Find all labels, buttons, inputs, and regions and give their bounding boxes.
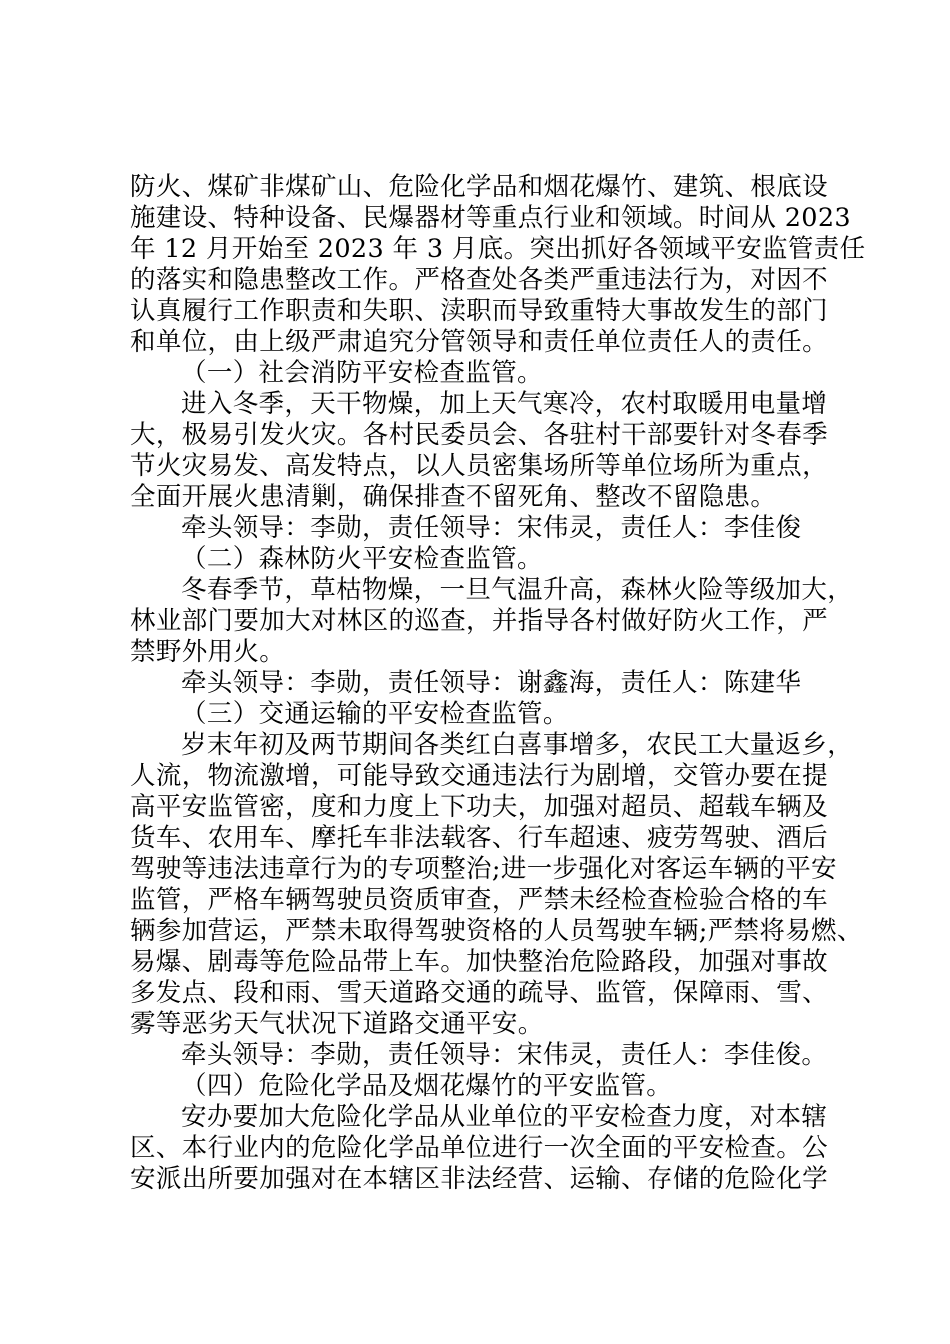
text-line: 年 12 月开始至 2023 年 3 月底。突出抓好各领域平安监管责任 — [130, 234, 866, 264]
text-line: 进入冬季，天干物燥，加上天气寒冷，农村取暖用电量增 — [181, 389, 828, 419]
text-line: 易爆、剧毒等危险品带上车。加快整治危险路段，加强对事故 — [130, 947, 828, 977]
text-line: 全面开展火患清剿，确保排查不留死角、整改不留隐患。 — [130, 482, 777, 512]
text-line: 人流，物流激增，可能导致交通违法行为剧增，交管办要在提 — [130, 761, 828, 791]
text-line: 和单位，由上级严肃追究分管领导和责任单位责任人的责任。 — [130, 327, 828, 357]
text-line: 安派出所要加强对在本辖区非法经营、运输、存储的危险化学 — [130, 1164, 828, 1194]
text-line: 防火、煤矿非煤矿山、危险化学品和烟花爆竹、建筑、根底设 — [130, 172, 828, 202]
text-line: 高平安监管密，度和力度上下功夫，加强对超员、超载车辆及 — [130, 792, 828, 822]
section-heading-3: （三）交通运输的平安检查监管。 — [181, 699, 569, 729]
section-heading-1: （一）社会消防平安检查监管。 — [181, 358, 543, 388]
section-heading-2: （二）森林防火平安检查监管。 — [181, 544, 543, 574]
text-line: 区、本行业内的危险化学品单位进行一次全面的平安检查。公 — [130, 1133, 828, 1163]
text-line: 大，极易引发火灾。各村民委员会、各驻村干部要针对冬春季 — [130, 420, 828, 450]
text-line: 安办要加大危险化学品从业单位的平安检查力度，对本辖 — [181, 1102, 828, 1132]
text-line: 雾等恶劣天气状况下道路交通平安。 — [130, 1009, 544, 1039]
text-line: 监管，严格车辆驾驶员资质审查，严禁未经检查检验合格的车 — [130, 885, 828, 915]
text-line: 林业部门要加大对林区的巡查，并指导各村做好防火工作，严 — [130, 606, 828, 636]
text-line: 驾驶等违法违章行为的专项整治;进一步强化对客运车辆的平安 — [130, 854, 837, 884]
text-line: 禁野外用火。 — [130, 637, 286, 667]
text-line: 节火灾易发、高发特点，以人员密集场所等单位场所为重点， — [130, 451, 828, 481]
text-line: 货车、农用车、摩托车非法载客、行车超速、疲劳驾驶、酒后 — [130, 823, 828, 853]
text-line: 辆参加营运，严禁未取得驾驶资格的人员驾驶车辆;严禁将易燃、 — [130, 916, 863, 946]
section-heading-4: （四）危险化学品及烟花爆竹的平安监管。 — [181, 1071, 673, 1101]
responsibility-line: 牵头领导：李勋，责任领导：宋伟灵，责任人：李佳俊 — [181, 513, 802, 543]
text-line: 认真履行工作职责和失职、渎职而导致重特大事故发生的部门 — [130, 296, 828, 326]
text-line: 的落实和隐患整改工作。严格查处各类严重违法行为，对因不 — [130, 265, 828, 295]
text-line: 多发点、段和雨、雪天道路交通的疏导、监管，保障雨、雪、 — [130, 978, 828, 1008]
text-line: 施建设、特种设备、民爆器材等重点行业和领域。时间从 2023 — [130, 203, 852, 233]
text-line: 冬春季节，草枯物燥，一旦气温升高，森林火险等级加大， — [181, 575, 854, 605]
responsibility-line: 牵头领导：李勋，责任领导：宋伟灵，责任人：李佳俊。 — [181, 1040, 828, 1070]
responsibility-line: 牵头领导：李勋，责任领导：谢鑫海，责任人：陈建华 — [181, 668, 802, 698]
text-line: 岁末年初及两节期间各类红白喜事增多，农民工大量返乡， — [181, 730, 854, 760]
